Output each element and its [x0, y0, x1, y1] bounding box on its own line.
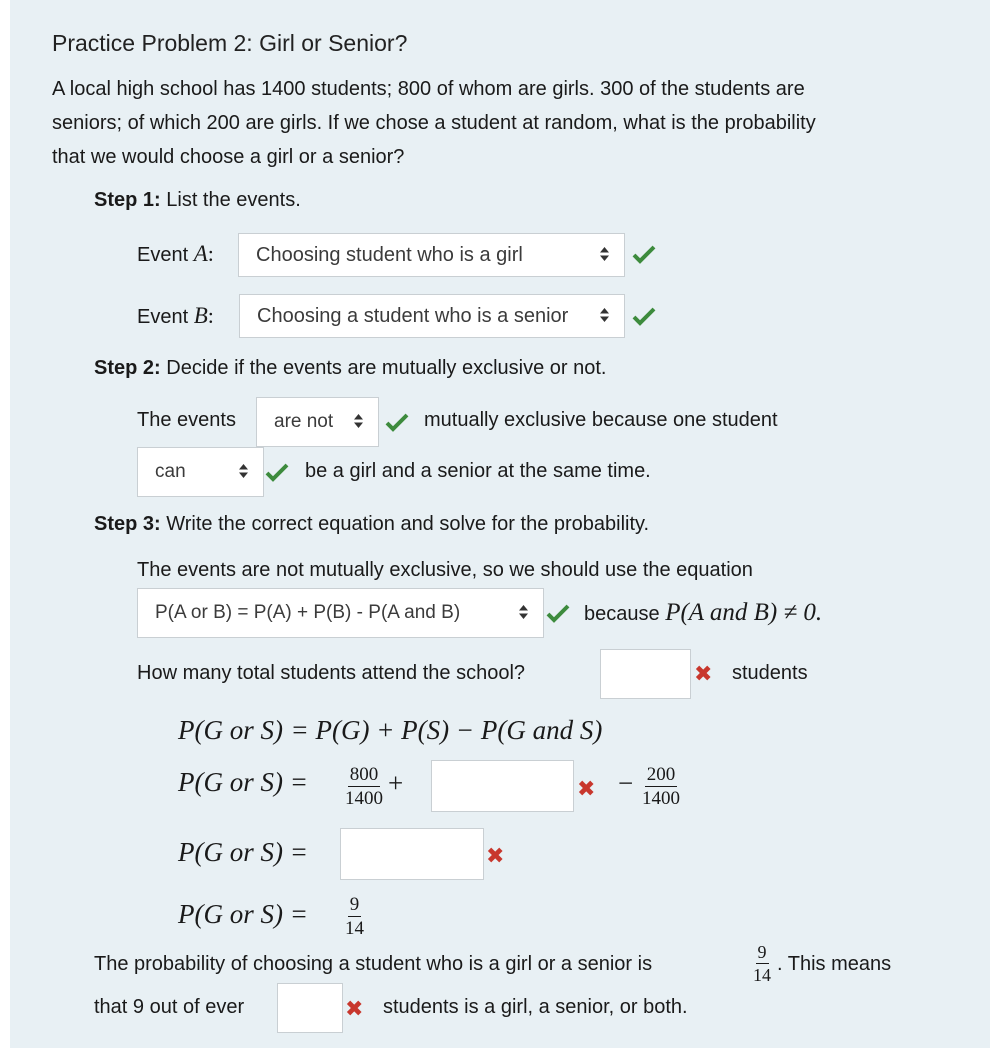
check-icon: [632, 306, 656, 326]
step2-heading: Step 2: Decide if the events are mutually exclusive or not.: [94, 357, 607, 379]
conclusion-text-2: . This means: [777, 953, 892, 975]
total-question: How many total students attend the school?: [137, 662, 526, 684]
updown-arrow-icon: [518, 604, 529, 622]
step3-intro: The events are not mutually exclusive, so we should use the equation: [137, 559, 753, 581]
updown-arrow-icon: [599, 307, 610, 325]
plus-sign: +: [388, 768, 404, 798]
equation-select[interactable]: P(A or B) = P(A) + P(B) - P(A and B): [137, 588, 544, 638]
can-cannot-select[interactable]: can: [137, 447, 264, 497]
check-icon: [385, 412, 409, 432]
page-title: Practice Problem 2: Girl or Senior?: [52, 30, 408, 56]
step2-prefix: The events: [137, 409, 236, 431]
check-icon: [265, 462, 289, 482]
updown-arrow-icon: [599, 246, 610, 264]
step2-middle: mutually exclusive because one student: [424, 409, 778, 431]
step3-heading: Step 3: Write the correct equation and solve for the probability.: [94, 513, 650, 535]
fraction-9-14: $\frac{9}{14}$: [345, 894, 364, 939]
equation-line-2-left: P(G or S) =: [178, 767, 308, 797]
fraction-200-1400: $\frac{200}{1400}$: [642, 764, 680, 809]
p-girl-or-senior-input[interactable]: [340, 828, 484, 880]
total-students-input[interactable]: [600, 649, 691, 699]
conclusion-text-4: students is a girl, a senior, or both.: [383, 996, 688, 1018]
mutually-exclusive-select[interactable]: are not: [256, 397, 379, 447]
p-senior-input[interactable]: [431, 760, 574, 812]
event-b-select[interactable]: Choosing a student who is a senior: [239, 294, 625, 338]
equation-line-3-left: P(G or S) =: [178, 837, 308, 867]
check-icon: [632, 244, 656, 264]
cross-icon: ✖: [577, 776, 596, 801]
event-b-label: Event B:: [137, 303, 214, 328]
cross-icon: ✖: [694, 661, 713, 686]
problem-card: [10, 0, 990, 1048]
event-a-select[interactable]: Choosing student who is a girl: [238, 233, 625, 277]
because-text: because P(A and B) ≠ 0.: [584, 599, 823, 626]
minus-sign: −: [618, 768, 634, 798]
students-unit: students: [732, 662, 808, 684]
problem-statement: A local high school has 1400 students; 800 of whom are girls. 300 of the students are seniors; of which 200 are girls. If we chose a student at random, what is the probability that we would choose a girl or a senior?: [52, 78, 816, 168]
conclusion-text-3: that 9 out of ever: [94, 996, 245, 1018]
cross-icon: ✖: [345, 996, 364, 1021]
equation-line-1: P(G or S) = P(G) + P(S) − P(G and S): [178, 715, 603, 745]
step2-suffix: be a girl and a senior at the same time.: [305, 460, 651, 482]
cross-icon: ✖: [486, 843, 505, 868]
conclusion-text-1: The probability of choosing a student who is a girl or a senior is: [94, 953, 653, 975]
equation-line-4-left: P(G or S) =: [178, 899, 308, 929]
check-icon: [546, 603, 570, 623]
updown-arrow-icon: [238, 463, 249, 481]
step1-heading: Step 1: List the events.: [94, 189, 301, 211]
fraction-800-1400: $\frac{800}{1400}$: [345, 764, 383, 809]
conclusion-fraction: $\frac{9}{14}$: [753, 942, 771, 985]
out-of-input[interactable]: [277, 983, 343, 1033]
event-a-label: Event A:: [137, 241, 214, 266]
updown-arrow-icon: [353, 413, 364, 431]
